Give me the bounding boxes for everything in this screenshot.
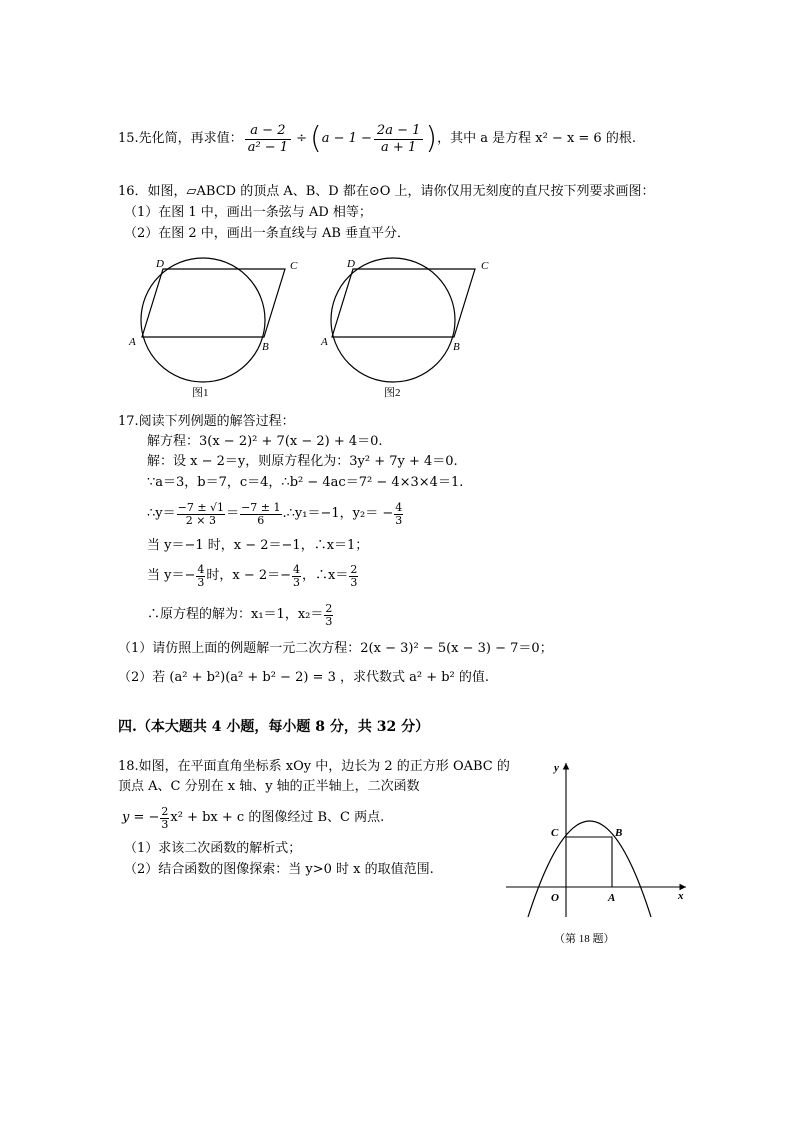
q17-line-7: ∴原方程的解为：x₁＝1，x₂＝ 2 3 [147,601,333,628]
label-x: x [678,890,684,902]
q18-line-3: y = − $\frac{2}{3}$ x² + bx + c 的图像经过 B、C 两点. [122,804,385,831]
q16-part-1: （1）在图 1 中，画出一条弦与 AD 相等； [124,205,372,220]
q15-divide: ÷ [296,131,307,146]
q16-part-2: （2）在图 2 中，画出一条直线与 AB 垂直平分． [124,226,411,241]
label-a: A [608,892,616,904]
label-c: C [551,827,559,839]
q18-figure [498,755,694,950]
q17-stem: 17.阅读下列例题的解答过程： [118,414,295,429]
q16-stem: 16．如图，▱ABCD 的顶点 A、B、D 都在⊙O 上，请你仅用无刻度的直尺按下列要求画图： [118,184,655,199]
label-c-fig2: C [481,260,489,272]
circle-o-fig1 [141,258,265,382]
figure-2 [320,258,489,399]
label-d-fig1: D [156,258,164,270]
parallelogram-abcd-fig1 [142,269,285,337]
label-b: B [615,827,623,839]
label-a-fig2: A [321,336,328,348]
label-a-fig1: A [129,336,136,348]
label-b-fig1: B [262,341,269,353]
q15-fraction-2: $\frac{2a - 1}{a + 1}$ [374,123,423,156]
q18-line-1: 18.如图，在平面直角坐标系 xOy 中，边长为 2 的正方形 OABC 的 [118,759,510,774]
parabola [528,821,651,917]
caption-fig2: 图2 [384,387,401,399]
q17-part-2: （2）若 (a² + b²)(a² + b² − 2) = 3 ，求代数式 a² + b² 的值. [118,670,490,685]
q18-part-2: （2）结合函数的图像探索：当 y>0 时 x 的取值范围. [124,862,434,877]
q15-prefix: 15.先化简，再求值： [118,131,243,146]
q17-line-4: ∴y＝ −7 ± √1 2 × 3 ＝ −7 ± 1 6 .∴y₁＝−1，y₂＝ − $\frac{4}{3}$ [147,500,403,527]
parallelogram-abcd-fig2 [332,269,475,337]
q17-frac-a: −7 ± √1 2 × 3 [177,500,225,527]
q15-right-paren: ) [425,121,438,156]
label-c-fig1: C [290,260,298,272]
q15-fraction-1: $\frac{a - 2}{\text{a² − 1}}$ [245,123,291,156]
q15-inner: a − 1 − [321,131,372,146]
q15-suffix: ，其中 a 是方程 x² − x = 6 的根. [437,131,636,146]
section-4-header: 四.（本大题共 4 小题，每小题 8 分，共 32 分） [118,719,430,735]
label-d-fig2: D [347,258,355,270]
q17-line-1: 解方程：3(x − 2)² + 7(x − 2) + 4＝0. [147,434,383,449]
q17-line-3: ∵a＝3，b＝7，c＝4，∴b² − 4ac＝7² − 4×3×4＝1. [147,475,464,490]
q17-line-6: 当 y＝− $\frac{4}{3}$ 时，x − 2＝− $\frac{4}{3}$ ，∴x＝ 2 3 [147,562,358,589]
q15-line [118,118,636,160]
circle-o-fig2 [331,258,455,382]
label-b-fig2: B [453,341,460,353]
q17-part-1: （1）请仿照上面的例题解一元二次方程：2(x − 3)² − 5(x − 3) − 7＝0； [118,641,553,656]
q15-left-paren: ( [309,121,322,156]
q18-line-2: 顶点 A、C 分别在 x 轴、y 轴的正半轴上，二次函数 [118,779,420,794]
q16-figures [118,250,518,402]
caption-fig1: 图1 [192,387,209,399]
q17-frac-c: $\frac{4}{3}$ [395,500,403,527]
q17-frac-b: −7 ± 1 6 [241,500,281,527]
q18-part-1: （1）求该二次函数的解析式； [124,841,302,856]
figure-caption: （第 18 题） [554,933,615,945]
figure-1 [128,258,298,399]
square-oabc [566,837,612,887]
q17-line-5: 当 y＝−1 时，x − 2＝−1，∴x＝1； [147,538,369,553]
q17-line-2: 解：设 x − 2＝y，则原方程化为：3y² + 7y + 4＝0. [147,454,458,469]
label-o: O [551,892,559,904]
label-y: y [554,762,559,774]
